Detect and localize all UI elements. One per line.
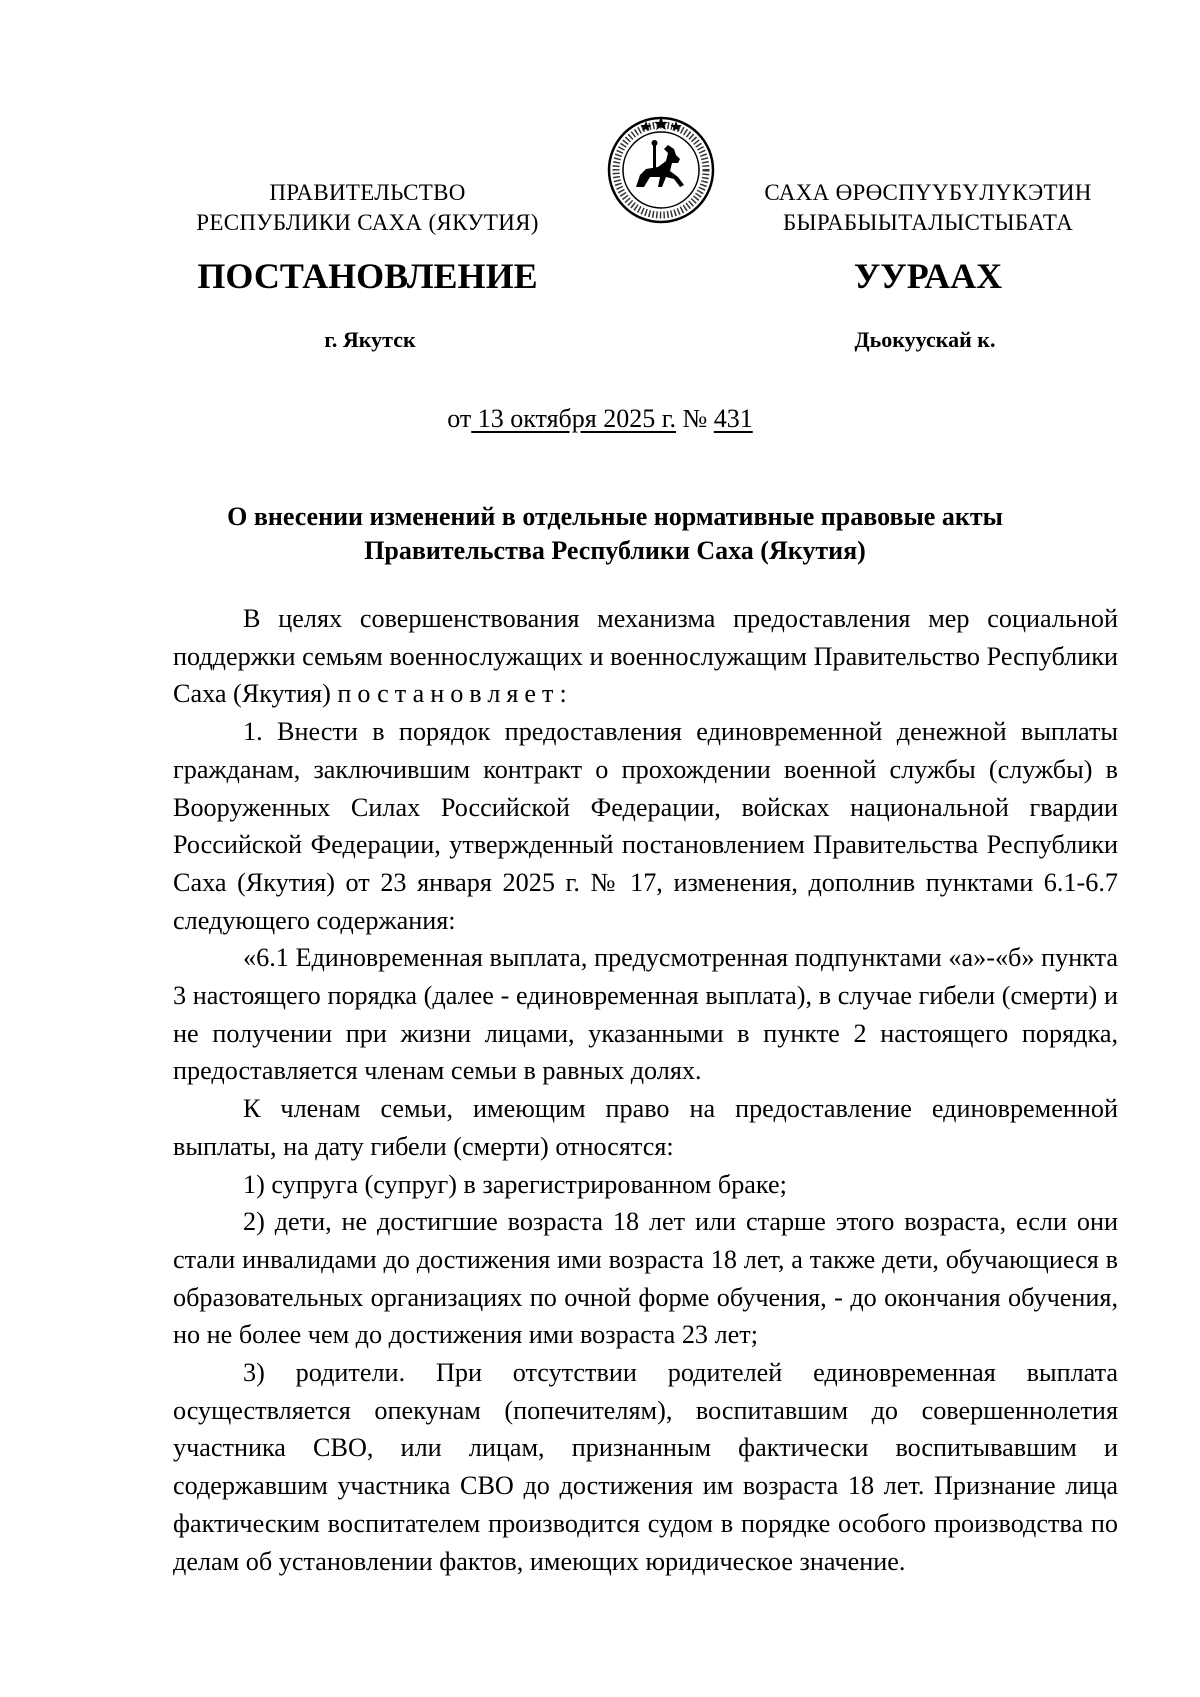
city-yakutsk: г. Якутск xyxy=(324,327,416,352)
document-title xyxy=(170,500,1060,568)
document-title-line1: О внесении изменений в отдельные нормативные правовые акты xyxy=(227,502,1003,531)
header-right-line2: БЫРАБЫЫТАЛЫСТЫБАТА xyxy=(782,210,1074,235)
header-left-line2: РЕСПУБЛИКИ САХА (ЯКУТИЯ) xyxy=(196,210,539,235)
paragraph-children: 2) дети, не достигшие возраста 18 лет или старше этого возраста, если они стали инвалидами до достижения ими возраста 18 лет, а также дети, обучающиеся в образовательных организациях по очной форме обучения, - до окончания обучения, но не более чем до достижения ими возраста 23 лет; xyxy=(173,1207,1118,1350)
title-postanovlenie: ПОСТАНОВЛЕНИЕ xyxy=(197,256,538,296)
paragraph-6-1: «6.1 Единовременная выплата, предусмотренная подпунктами «а»-«б» пункта 3 настоящего порядка (далее - единовременная выплата), в случае гибели (смерти) и не получении при жизни лицами, указанными в пункте 2 настоящего порядка, предоставляется членам семьи в равных долях. xyxy=(173,943,1118,1086)
paragraph-spouse: 1) супруга (супруг) в зарегистрированном браке; xyxy=(243,1169,787,1199)
date-number-line xyxy=(0,403,1200,435)
header-left-line1: ПРАВИТЕЛЬСТВО xyxy=(269,180,466,205)
header-right-sakha xyxy=(758,178,1098,238)
postanovlyaet-word: постановляет: xyxy=(337,679,573,709)
document-body xyxy=(173,600,1118,1580)
city-dyokuuskai: Дьокуускай к. xyxy=(854,327,996,352)
paragraph-family-members: К членам семьи, имеющим право на предоставление единовременной выплаты, на дату гибели (смерти) относятся: xyxy=(173,1094,1118,1161)
date-value: 13 октября 2025 г. xyxy=(477,404,676,433)
header-left-ru xyxy=(190,178,545,238)
paragraph-parents: 3) родители. При отсутствии родителей единовременная выплата осуществляется опекунам (попечителям), воспитавшим до совершеннолетия участника СВО, или лицам, признанным фактически воспитывавшим и содержавшим участника СВО до достижения им возраста 18 лет. Признание лица фактическим воспитателем производится судом в порядке особого производства по делам об установлении фактов, имеющих юридическое значение. xyxy=(173,1358,1118,1576)
header-right-line1: САХА ӨРӨСПҮҮБҮЛҮКЭТИН xyxy=(764,180,1092,205)
number-sign: № xyxy=(682,404,708,433)
republic-sakha-emblem-icon xyxy=(606,115,716,225)
paragraph-item-1: 1. Внести в порядок предоставления единовременной денежной выплаты гражданам, заключившим контракт о прохождении военной службы (службы) в Вооруженных Силах Российской Федерации, войсках национальной гвардии Российской Федерации, утвержденный постановлением Правительства Республики Саха (Якутия) от 23 января 2025 г. № 17, изменения, дополнив пунктами 6.1-6.7 следующего содержания: xyxy=(173,717,1118,935)
date-prefix: от xyxy=(447,404,472,433)
document-title-line2: Правительства Республики Саха (Якутия) xyxy=(364,536,866,565)
document-number: 431 xyxy=(713,404,753,433)
paragraph-preamble: В целях совершенствования механизма предоставления мер социальной поддержки семьям военнослужащих и военнослужащим Правительство Республики Саха (Якутия) постановляет: xyxy=(173,604,1118,709)
title-uuraah: УУРААХ xyxy=(853,256,1003,296)
